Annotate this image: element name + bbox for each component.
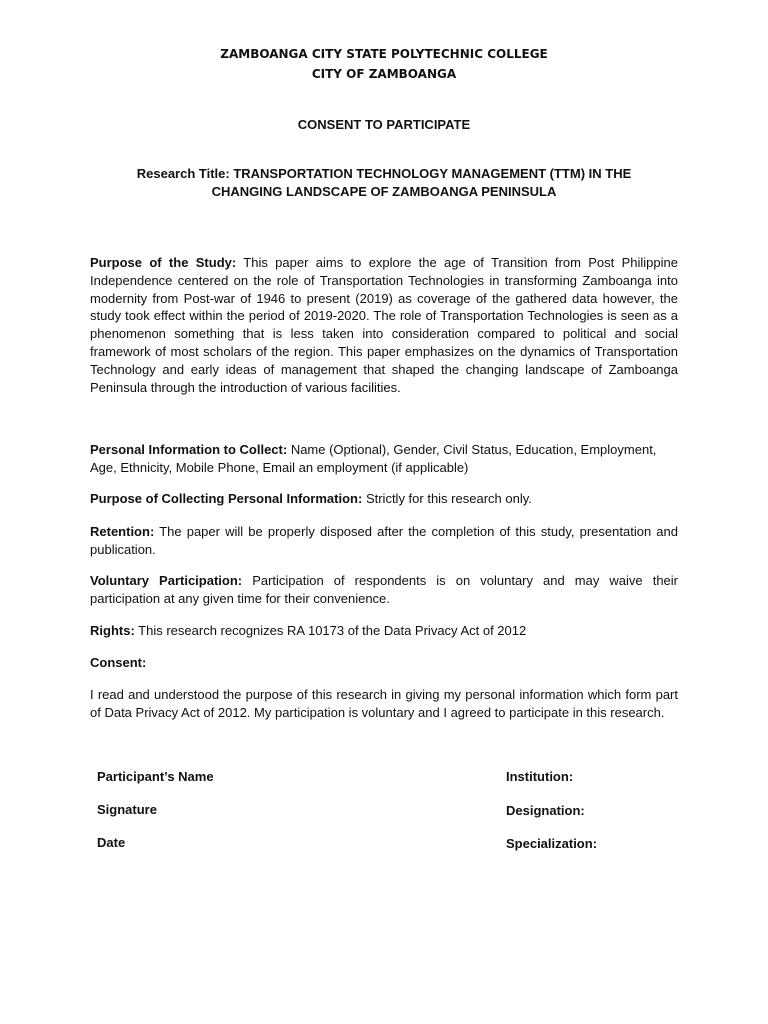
retention-paragraph (90, 523, 678, 559)
purpose-collecting-text: Strictly for this research only. (365, 491, 532, 506)
retention-label: Retention: (90, 524, 155, 539)
purpose-of-study-text: This paper aims to explore the age of Transition from Post Philippine Independence centered on the role of Transportation Technologies in transforming Zamboanga into modernity from Post-war of 1946 to present (2019) as coverage of the gathered data however, the study took effect within the period of 2019-2020. The role of Transportation Technologies is seen as a phenomenon something that is less taken into consideration compared to political and social framework of most scholars of the region. This paper emphasizes on the dynamics of Transportation Technology and early ideas of management that shaped the changing landscape of Zamboanga Peninsula through the introduction of various facilities. (90, 255, 678, 395)
research-title-line-1 (90, 165, 678, 183)
research-title (90, 165, 678, 201)
college-name: ZAMBOANGA CITY STATE POLYTECHNIC COLLEGE (220, 47, 548, 61)
voluntary-label: Voluntary Participation: (90, 573, 243, 588)
consent-label: Consent: (90, 655, 147, 670)
signature-label: Signature (97, 802, 157, 817)
voluntary-text: Participation of respondents is on voluntary and may waive their participation at any given time for their convenience. (90, 573, 678, 606)
form-title: CONSENT TO PARTICIPATE (297, 117, 471, 132)
institution-label: Institution: (506, 769, 574, 784)
designation-label: Designation: (506, 803, 585, 818)
specialization-label: Specialization: (506, 836, 598, 851)
research-title-text-2: CHANGING LANDSCAPE OF ZAMBOANGA PENINSULA (211, 184, 557, 199)
personal-info-label: Personal Information to Collect: (90, 442, 288, 457)
purpose-of-study-paragraph (90, 254, 678, 396)
personal-info-paragraph (90, 441, 678, 477)
research-title-label: Research Title: (136, 166, 230, 181)
personal-info-text: Name (Optional), Gender, Civil Status, Education, Employment, Age, Ethnicity, Mobile Phone, Email an employment (if applicable) (90, 442, 657, 475)
purpose-collecting-label: Purpose of Collecting Personal Information: (90, 491, 363, 506)
participant-name-label: Participant’s Name (97, 769, 214, 784)
city-name: CITY OF ZAMBOANGA (311, 67, 457, 81)
rights-label: Rights: (90, 623, 135, 638)
purpose-collecting-paragraph (90, 490, 678, 508)
retention-text: The paper will be properly disposed after the completion of this study, presentation and publication. (90, 524, 678, 557)
rights-text: This research recognizes RA 10173 of the Data Privacy Act of 2012 (138, 623, 527, 638)
date-label: Date (97, 835, 126, 850)
purpose-of-study-label: Purpose of the Study: (90, 255, 237, 270)
consent-heading (90, 654, 678, 672)
rights-paragraph (90, 622, 678, 640)
research-title-text-1: TRANSPORTATION TECHNOLOGY MANAGEMENT (TTM) IN THE (233, 166, 632, 181)
voluntary-paragraph (90, 572, 678, 608)
consent-paragraph: I read and understood the purpose of this research in giving my personal information which form part of Data Privacy Act of 2012. My participation is voluntary and I agreed to participate in this research. (90, 687, 678, 720)
